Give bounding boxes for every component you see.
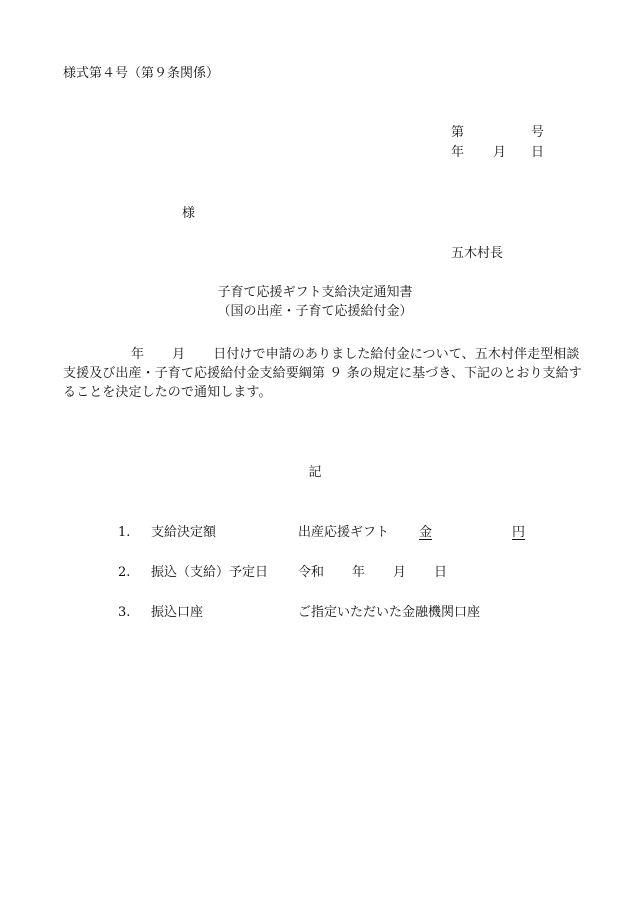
- body-month: 月: [172, 347, 186, 362]
- transfer-day: 日: [434, 565, 448, 580]
- item-value: ご指定いただいた金融機関口座: [298, 605, 481, 620]
- document-title: 子育て応援ギフト支給決定通知書: [217, 285, 413, 300]
- notice-body: [63, 345, 583, 402]
- document-number-prefix: 第: [451, 125, 465, 140]
- form-number-label: 様式第４号（第９条関係）: [63, 66, 220, 81]
- item-payment-amount: [118, 525, 525, 541]
- issue-date-month: 月: [493, 145, 507, 160]
- transfer-era: 令和: [298, 565, 325, 580]
- sender-name: 五木村長: [451, 246, 504, 261]
- transfer-year: 年: [352, 565, 366, 580]
- amount-yen: 円: [512, 525, 526, 540]
- transfer-month: 月: [393, 565, 407, 580]
- body-year: 年: [131, 347, 145, 362]
- ki-heading: 記: [308, 465, 322, 480]
- issue-date: [451, 145, 544, 161]
- amount-blank: [405, 525, 525, 540]
- item-number: 1.: [118, 525, 131, 540]
- document-subtitle: （国の出産・子育て応援給付金）: [217, 304, 413, 319]
- body-text: 日付けで申請のありました給付金について、五木村伴走型相談支援及び出産・子育て応援給付金支給要綱第 ９ 条の規定に基づき、下記のとおり支給することを決定したので通知します。: [63, 347, 582, 400]
- issue-date-day: 日: [531, 145, 545, 160]
- item-number: 2.: [118, 565, 131, 580]
- item-number: 3.: [118, 605, 131, 620]
- addressee-honorific: 様: [182, 206, 196, 221]
- item-value-prefix: 出産応援ギフト: [298, 525, 390, 540]
- item-label: 支給決定額: [151, 525, 217, 540]
- item-label: 振込口座: [151, 605, 204, 620]
- document-number-suffix: 号: [531, 125, 545, 140]
- issue-date-year: 年: [451, 145, 465, 160]
- item-transfer-date: [118, 565, 447, 581]
- item-label: 振込（支給）予定日: [151, 565, 269, 580]
- amount-kin: 金: [419, 525, 433, 540]
- item-transfer-account: [118, 605, 480, 621]
